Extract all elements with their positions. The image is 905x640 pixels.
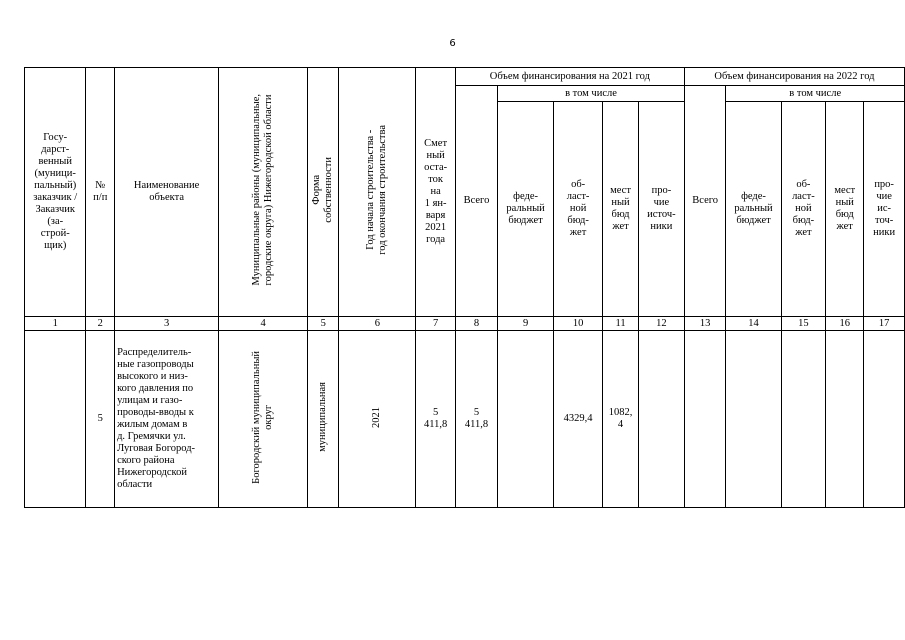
column-number-row	[25, 317, 905, 331]
column-number: 14	[726, 317, 781, 331]
row-total-2022	[684, 331, 726, 508]
header-total-2021: Всего	[455, 86, 497, 317]
column-number: 1	[25, 317, 86, 331]
header-other-2021: про- чие источ- ники	[638, 102, 684, 317]
row-regional-2022	[781, 331, 826, 508]
header-years: Год начала строительства - год окончания строительства	[365, 125, 389, 255]
column-number: 5	[308, 317, 339, 331]
row-ownership-cell	[308, 331, 339, 508]
row-other-2021	[638, 331, 684, 508]
column-number: 7	[416, 317, 455, 331]
row-num: 5	[86, 331, 115, 508]
row-total-2021: 5 411,8	[455, 331, 497, 508]
header-row-1	[25, 68, 905, 86]
column-number: 9	[498, 317, 554, 331]
column-number: 16	[826, 317, 864, 331]
column-number: 11	[603, 317, 639, 331]
row-federal-2022	[726, 331, 781, 508]
header-regional-2022: об- ласт- ной бюд- жет	[781, 102, 826, 317]
row-years: 2021	[371, 406, 383, 428]
financing-table	[24, 67, 905, 508]
row-regional-2021: 4329,4	[554, 331, 603, 508]
header-total-2022: Всего	[684, 86, 726, 317]
column-number: 15	[781, 317, 826, 331]
header-num: № п/п	[86, 68, 115, 317]
header-local-2021: мест ный бюд жет	[603, 102, 639, 317]
row-object-name: Распределитель- ные газопроводы высокого и низ- кого давления по улицам и газо- проводы-вводы к жилым домам в д. Гремячки ул. Луговая Богород- ского района Нижегородской области	[115, 331, 219, 508]
header-customer: Госу- дарст- венный (муници- пальный) заказчик / Заказчик (за- строй- щик)	[25, 68, 86, 317]
header-years-cell	[339, 68, 416, 317]
column-number: 2	[86, 317, 115, 331]
header-ownership: Форма собственности	[311, 157, 335, 223]
column-number: 8	[455, 317, 497, 331]
header-fin-2022: Объем финансирования на 2022 год	[684, 68, 904, 86]
row-federal-2021	[498, 331, 554, 508]
header-name: Наименование объекта	[115, 68, 219, 317]
header-regional-2021: об- ласт- ной бюд- жет	[554, 102, 603, 317]
header-other-2022: про- чие ис- точ- ники	[864, 102, 905, 317]
row-other-2022	[864, 331, 905, 508]
header-districts-cell	[219, 68, 308, 317]
row-years-cell	[339, 331, 416, 508]
column-number: 4	[219, 317, 308, 331]
header-estimate: Смет ный оста- ток на 1 ян- варя 2021 года	[416, 68, 455, 317]
header-districts: Муниципальные районы (муниципальные, городские округа) Нижегородской области	[251, 94, 275, 286]
row-district: Богородский муниципальный округ	[251, 350, 275, 484]
row-district-cell	[219, 331, 308, 508]
header-incl-2022: в том числе	[726, 86, 905, 102]
header-federal-2021: феде- ральный бюджет	[498, 102, 554, 317]
row-local-2021: 1082, 4	[603, 331, 639, 508]
row-estimate: 5 411,8	[416, 331, 455, 508]
column-number: 3	[115, 317, 219, 331]
row-local-2022	[826, 331, 864, 508]
header-local-2022: мест ный бюд жет	[826, 102, 864, 317]
header-fin-2021: Объем финансирования на 2021 год	[455, 68, 684, 86]
row-customer	[25, 331, 86, 508]
row-ownership: муниципальная	[317, 382, 329, 452]
header-federal-2022: феде- ральный бюджет	[726, 102, 781, 317]
column-number: 10	[554, 317, 603, 331]
header-ownership-cell	[308, 68, 339, 317]
column-number: 13	[684, 317, 726, 331]
column-number: 12	[638, 317, 684, 331]
column-number: 6	[339, 317, 416, 331]
page-number: 6	[449, 38, 456, 49]
column-number: 17	[864, 317, 905, 331]
header-incl-2021: в том числе	[498, 86, 685, 102]
table-row	[25, 331, 905, 508]
